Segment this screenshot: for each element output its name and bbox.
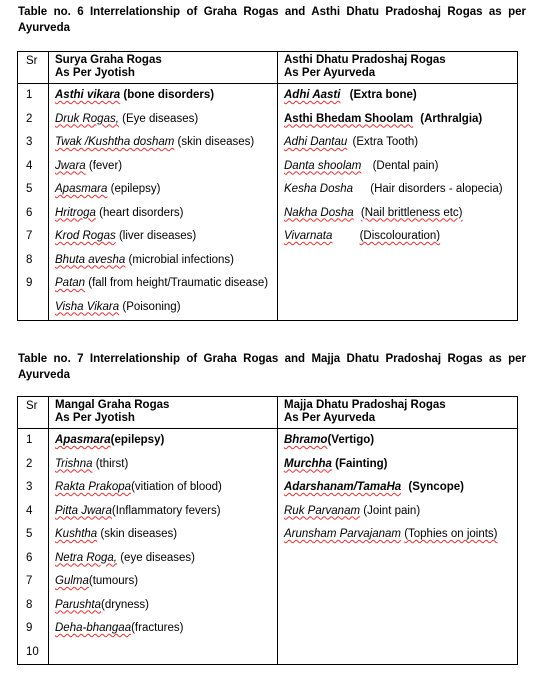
table7-sr-column [18, 429, 49, 665]
table7-dhatu-item: Arunsham Parvajanam (Tophies on joints) [284, 528, 498, 540]
table6-dhatu-item: Asthi Bhedam Shoolam (Arthralgia) [284, 112, 483, 125]
table6-graha-item: Twak /Kushtha dosham (skin diseases) [55, 136, 255, 148]
table6-header-sr [18, 52, 49, 84]
table6-caption-line1: Table no. 6 Interrelationship of Graha Rogas and Asthi Dhatu Pradoshaj Rogas as per [18, 6, 526, 18]
table6-dhatu-item: Adhi Aasti (Extra bone) [284, 89, 417, 101]
table7-graha-item: Gulma(tumours) [55, 575, 139, 587]
table6-header-row [18, 52, 518, 84]
table7-sr: 10 [26, 645, 39, 658]
table6-header-sr-label: Sr [26, 55, 38, 67]
table7-sr: 3 [26, 481, 33, 493]
table6-sr: 1 [26, 89, 33, 101]
table7-dhatu-column [278, 429, 518, 665]
table6-graha-item: Asthi vikara (bone disorders) [55, 89, 215, 101]
table6-graha-item: Apasmara (epilepsy) [55, 183, 161, 195]
table6 [17, 51, 518, 321]
table7-dhatu-item: Bhramo(Vertigo) [284, 434, 375, 446]
table7-sr: 6 [26, 551, 33, 564]
table6-caption [18, 4, 526, 36]
table6-dhatu-item: Kesha Dosha (Hair disorders - alopecia) [284, 183, 503, 195]
table7-header-col2-line1: Majja Dhatu Pradoshaj Rogas [284, 399, 446, 411]
table6-header-col2 [278, 52, 518, 84]
table6-dhatu-column [278, 84, 518, 321]
table7-header-col1 [49, 397, 278, 429]
table6-sr-column [18, 84, 49, 321]
table7-graha-item: Trishna (thirst) [55, 457, 129, 470]
table6-sr: 9 [26, 277, 33, 289]
table6-graha-item: Druk Rogas, (Eye diseases) [55, 112, 199, 125]
table6-sr: 3 [26, 136, 33, 148]
table7-graha-item: Kushtha (skin diseases) [55, 528, 178, 540]
table7-sr: 7 [26, 575, 33, 587]
table7-header-col2-line2: As Per Ayurveda [284, 412, 376, 424]
table7-sr: 8 [26, 598, 33, 611]
table6-header-col1-line2: As Per Jyotish [55, 67, 135, 79]
table7-dhatu-item: Adarshanam/TamaHa (Syncope) [284, 481, 464, 493]
table7-header-sr [18, 397, 49, 429]
table7-sr: 1 [26, 434, 33, 446]
table6-header-col1 [49, 52, 278, 84]
table6-graha-item: Patan (fall from height/Traumatic disease) [55, 277, 269, 289]
table7-header-col1-line1: Mangal Graha Rogas [55, 399, 170, 411]
table7-sr: 5 [26, 528, 33, 540]
table6-header-col2-line2: As Per Ayurveda [284, 67, 376, 79]
table6-graha-item: Krod Rogas (liver diseases) [55, 230, 197, 242]
table7-graha-item: Netra Roga, (eye diseases) [55, 551, 196, 564]
table6-sr: 6 [26, 206, 33, 219]
table7-sr: 9 [26, 622, 33, 634]
table6-header-col1-line1: Surya Graha Rogas [55, 54, 162, 66]
table6-sr: 8 [26, 253, 33, 266]
table7-dhatu-item: Ruk Parvanam (Joint pain) [284, 504, 421, 517]
table7 [17, 396, 518, 665]
table7-graha-item: Parushta(dryness) [55, 598, 149, 611]
table6-header-col2-line1: Asthi Dhatu Pradoshaj Rogas [284, 54, 446, 66]
table7-graha-item: Pitta Jwara(Inflammatory fevers) [55, 504, 221, 517]
table6-graha-item: Hritroga (heart disorders) [55, 206, 184, 219]
table7-sr: 2 [26, 457, 33, 470]
table6-sr: 2 [26, 112, 33, 125]
table7-caption-line2: Ayurveda [18, 369, 70, 381]
table7-sr: 4 [26, 504, 33, 517]
table6-sr: 4 [26, 159, 33, 172]
table6-graha-item: Visha Vikara (Poisoning) [55, 300, 181, 313]
table7-graha-item: Rakta Prakopa(vitiation of blood) [55, 481, 222, 493]
table7-body-row [18, 429, 518, 665]
table6-dhatu-item: Nakha Dosha (Nail brittleness etc) [284, 206, 463, 219]
table6-sr: 5 [26, 183, 33, 195]
table7-header-col2 [278, 397, 518, 429]
table7-caption-line1: Table no. 7 Interrelationship of Graha Rogas and Majja Dhatu Pradoshaj Rogas as per [18, 353, 526, 365]
table6-graha-column [49, 84, 278, 321]
table7-header-col1-line2: As Per Jyotish [55, 412, 135, 424]
table7-graha-item: Deha-bhangaa(fractures) [55, 622, 184, 634]
table7-caption [18, 351, 526, 383]
table7-graha-item: Apasmara(epilepsy) [55, 434, 165, 446]
table7-graha-column [49, 429, 278, 665]
table6-caption-line2: Ayurveda [18, 22, 70, 34]
table7-dhatu-item: Murchha (Fainting) [284, 457, 388, 470]
table6-graha-item: Jwara (fever) [55, 159, 123, 172]
table6-body-row [18, 84, 518, 321]
table6-dhatu-item: Adhi Dantau (Extra Tooth) [284, 136, 419, 148]
table6-dhatu-item: Vivarnata (Discolouration) [284, 230, 441, 242]
table7-header-row [18, 397, 518, 429]
table6-sr: 7 [26, 230, 33, 242]
table7-header-sr-label: Sr [26, 400, 38, 412]
table6-dhatu-item: Danta shoolam (Dental pain) [284, 159, 439, 172]
table6-graha-item: Bhuta avesha (microbial infections) [55, 253, 234, 266]
